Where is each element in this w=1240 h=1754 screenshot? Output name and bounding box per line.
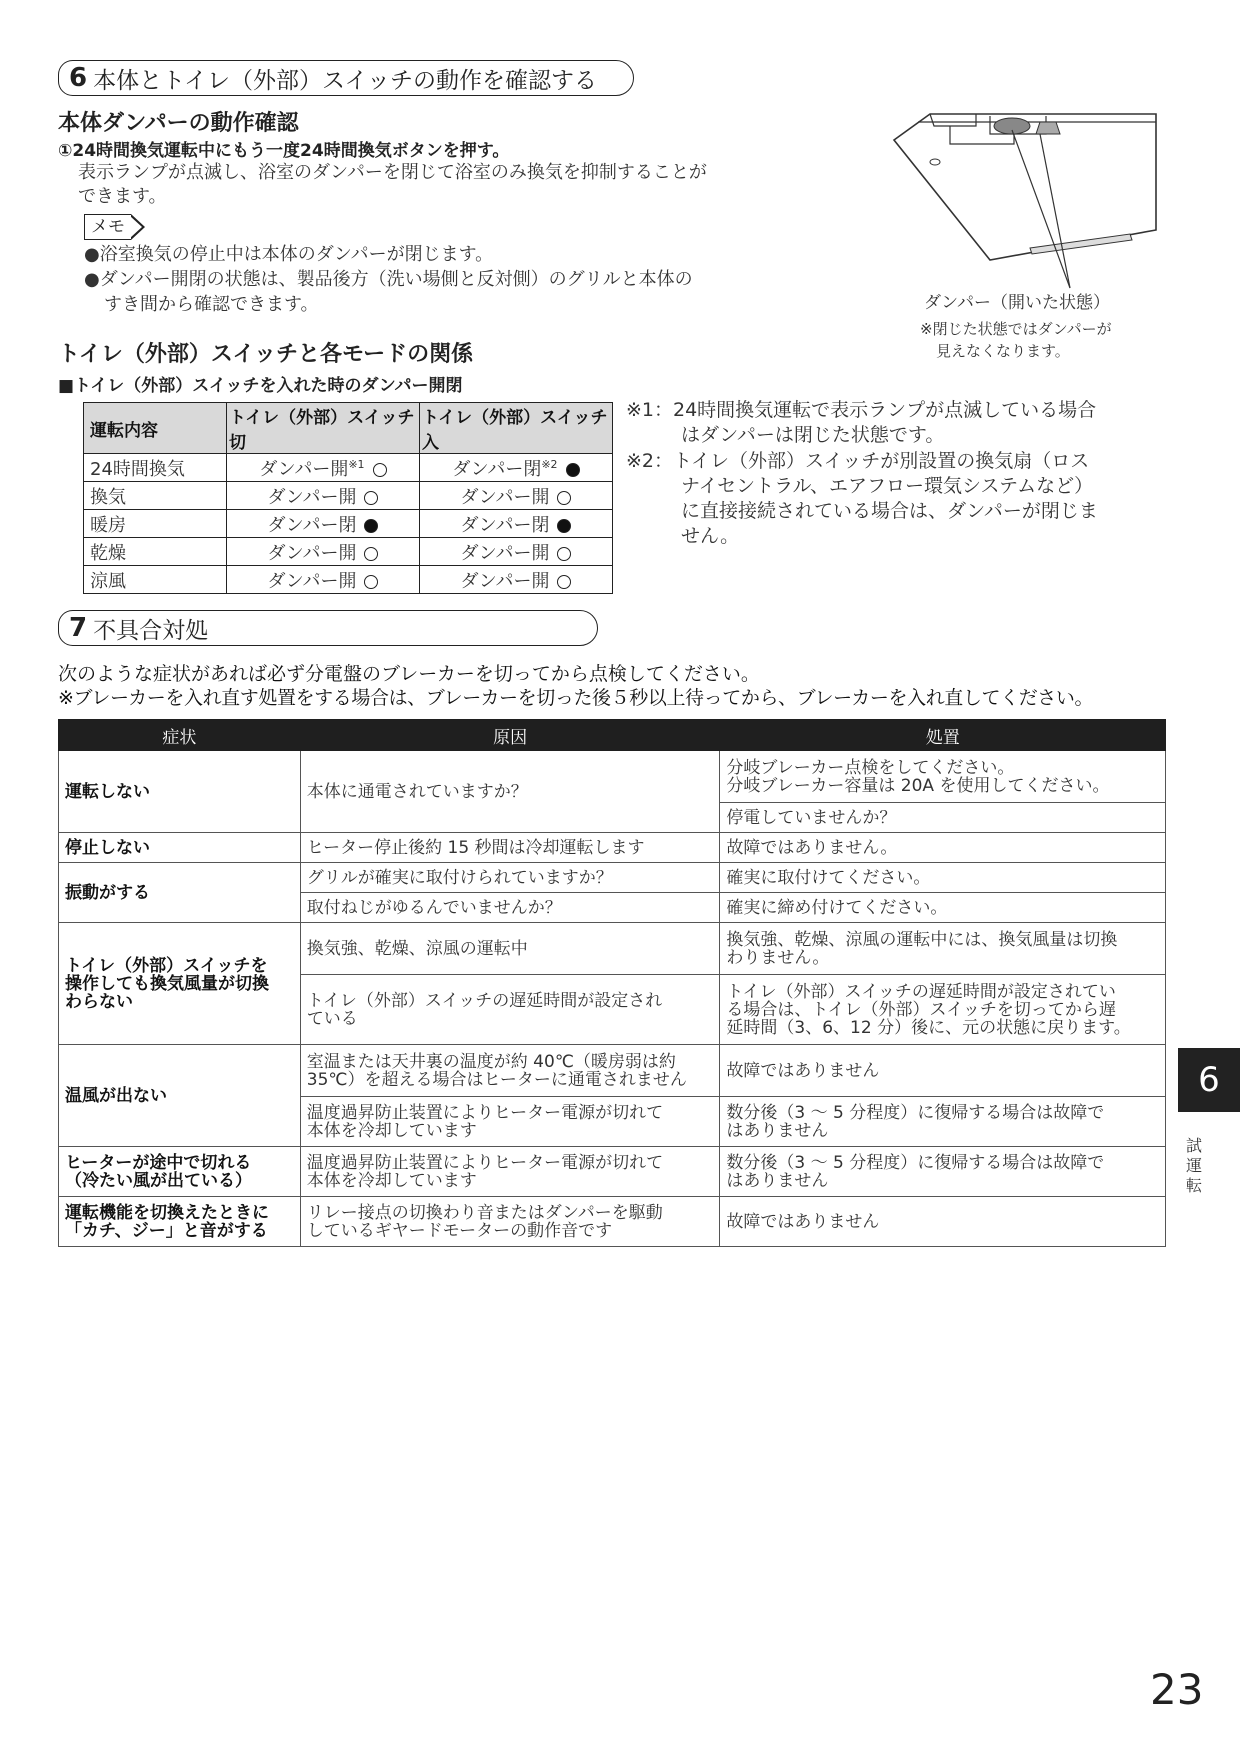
section-title: 不具合対処 [93,617,209,644]
troubleshooting-table [58,719,1166,1247]
table-row [84,538,613,566]
illustration-note-line2: 見えなくなります。 [936,342,1070,360]
footnote-2-line3: に直接接続されている場合は、ダンパーが閉じま [681,500,1098,522]
mode-cell: 換気 [84,482,227,510]
footnote-2-line1: ※2：トイレ（外部）スイッチが別設置の換気扇（ロス [626,450,1090,472]
action-cell: 数分後（3 ～ 5 分程度）に復帰する場合は故障で はありません [720,1147,1166,1197]
toilet-switch-heading: トイレ（外部）スイッチと各モードの関係 [58,342,474,367]
cause-cell: 取付ねじがゆるんでいませんか？ [300,893,720,923]
mode-cell: 涼風 [84,566,227,594]
switch-on-cell: ダンパー閉$^{※2}$ [420,454,613,482]
table-row [84,566,613,594]
memo-label: メモ [84,214,145,240]
col-off-header: トイレ（外部）スイッチ切 [227,403,420,454]
table-row [84,454,613,482]
action-cell: 確実に締め付けてください。 [720,893,1166,923]
cause-cell: トイレ（外部）スイッチの遅延時間が設定され ている [300,975,720,1045]
table-row [59,1147,1166,1197]
cause-cell: ヒーター停止後約 15 秒間は冷却運転します [300,833,720,863]
symptom-cell: ヒーターが途中で切れる （冷たい風が出ている） [59,1147,301,1197]
switch-on-cell: ダンパー開 [420,566,613,594]
open-circle-icon [364,547,378,561]
col-symptom-header: 症状 [59,720,301,751]
table-row [59,751,1166,803]
table-header-row [84,403,613,454]
open-circle-icon [557,575,571,589]
switch-off-cell: ダンパー開 [227,482,420,510]
symptom-cell: 運転しない [59,751,301,833]
table-row [59,863,1166,893]
col-cause-header: 原因 [300,720,720,751]
action-cell: 確実に取付けてください。 [720,863,1166,893]
table-row [84,482,613,510]
table-row [59,923,1166,975]
table-row [84,510,613,538]
footnote-1-line1: ※1：24時間換気運転で表示ランプが点滅している場合 [626,399,1097,421]
footnote-1-line2: はダンパーは閉じた状態です。 [681,424,945,446]
col-mode-header: 運転内容 [84,403,227,454]
illustration-caption: ダンパー（開いた状態） [924,293,1110,313]
action-cell: 数分後（3 ～ 5 分程度）に復帰する場合は故障で はありません [720,1097,1166,1147]
open-circle-icon [557,547,571,561]
table-row [59,1045,1166,1097]
table-header-row [59,720,1166,751]
mode-cell: 暖房 [84,510,227,538]
damper-table [83,402,613,594]
illustration-note-line1: ※閉じた状態ではダンパーが [920,320,1112,338]
memo-item-2-line1: ●ダンパー開閉の状態は、製品後方（洗い場側と反対側）のグリルと本体の [84,269,693,290]
memo-item-2-line2: すき間から確認できます。 [104,294,319,315]
switch-on-cell: ダンパー開 [420,538,613,566]
footnote-2-line2: ナイセントラル、エアフロー環気システムなど） [681,475,1094,497]
memo-item-1: ●浴室換気の停止中は本体のダンパーが閉じます。 [84,244,494,265]
section-7-header [58,610,598,646]
section-title: 本体とトイレ（外部）スイッチの動作を確認する [93,67,598,94]
damper-heading: 本体ダンパーの動作確認 [58,111,299,136]
switch-off-cell: ダンパー開 [227,566,420,594]
action-cell: 分岐ブレーカー点検をしてください。 分岐ブレーカー容量は 20A を使用してください。 [720,751,1166,803]
symptom-cell: トイレ（外部）スイッチを 操作しても換気風量が切換 わらない [59,923,301,1045]
cause-cell: リレー接点の切換わり音またはダンパーを駆動 しているギヤードモーターの動作音です [300,1197,720,1247]
chapter-label: 試運転 [1186,1136,1203,1195]
symptom-cell: 温風が出ない [59,1045,301,1147]
damper-table-caption: ■トイレ（外部）スイッチを入れた時のダンパー開閉 [58,376,463,396]
open-circle-icon [557,491,571,505]
symptom-cell: 運転機能を切換えたときに 「カチ、ジー」と音がする [59,1197,301,1247]
closed-dot-icon [364,519,378,533]
action-cell: トイレ（外部）スイッチの遅延時間が設定されてい る場合は、トイレ（外部）スイッチを切ってから遅 延時間（3、6、12 分）後に、元の状態に戻ります。 [720,975,1166,1045]
closed-dot-icon [566,463,580,477]
col-action-header: 処置 [720,720,1166,751]
open-circle-icon [364,575,378,589]
cause-cell: グリルが確実に取付けられていますか？ [300,863,720,893]
section-number: 6 [69,63,88,93]
symptom-cell: 停止しない [59,833,301,863]
action-cell: 故障ではありません。 [720,833,1166,863]
section-number: 7 [69,613,88,643]
action-cell: 故障ではありません [720,1045,1166,1097]
action-cell: 故障ではありません [720,1197,1166,1247]
closed-dot-icon [557,519,571,533]
switch-off-cell: ダンパー開 [227,538,420,566]
cause-cell: 換気強、乾燥、涼風の運転中 [300,923,720,975]
symptom-cell: 振動がする [59,863,301,923]
troubleshoot-intro-2: ※ブレーカーを入れ直す処置をする場合は、ブレーカーを切った後５秒以上待ってから、ブレーカーを入れ直してください。 [58,687,1094,709]
step-1-desc-line2: できます。 [78,186,167,207]
section-6-header [58,60,634,96]
cause-cell: 温度過昇防止装置によりヒーター電源が切れて 本体を冷却しています [300,1147,720,1197]
chapter-tab: 6 [1178,1048,1240,1112]
mode-cell: 乾燥 [84,538,227,566]
footnote-2-line4: せん。 [681,525,740,547]
table-row [59,1197,1166,1247]
col-on-header: トイレ（外部）スイッチ入 [420,403,613,454]
switch-off-cell: ダンパー開$^{※1}$ [227,454,420,482]
mode-cell: 24時間換気 [84,454,227,482]
switch-off-cell: ダンパー閉 [227,510,420,538]
troubleshoot-intro-1: 次のような症状があれば必ず分電盤のブレーカーを切ってから点検してください。 [58,663,760,685]
table-row [59,833,1166,863]
cause-cell: 本体に通電されていますか？ [300,751,720,833]
step-1-desc-line1: 表示ランプが点滅し、浴室のダンパーを閉じて浴室のみ換気を抑制することが [78,162,707,183]
open-circle-icon [373,463,387,477]
page-number: 23 [1150,1665,1204,1714]
action-cell: 換気強、乾燥、涼風の運転中には、換気風量は切換 わりません。 [720,923,1166,975]
open-circle-icon [364,491,378,505]
cause-cell: 室温または天井裏の温度が約 40℃（暖房弱は約 35℃）を超える場合はヒーターに通電されません [300,1045,720,1097]
step-1: ①24時間換気運転中にもう一度24時間換気ボタンを押す。 [58,141,510,161]
cause-cell: 温度過昇防止装置によりヒーター電源が切れて 本体を冷却しています [300,1097,720,1147]
action-cell: 停電していませんか？ [720,803,1166,833]
switch-on-cell: ダンパー開 [420,482,613,510]
damper-illustration [890,100,1160,300]
switch-on-cell: ダンパー閉 [420,510,613,538]
